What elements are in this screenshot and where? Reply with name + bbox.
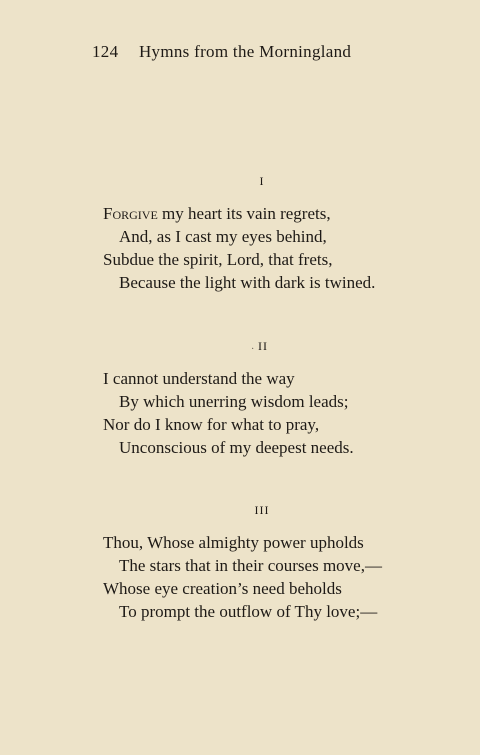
poem-line: Because the light with dark is twined. — [119, 273, 376, 292]
stanza — [103, 202, 375, 294]
poem-line: I cannot understand the way — [103, 369, 295, 388]
print-speck: · — [251, 344, 255, 355]
initial-word: Forgive — [103, 204, 158, 223]
stanza-number: II — [258, 339, 268, 353]
stanza-number: III — [254, 503, 270, 517]
poem-line: Thou, Whose almighty power upholds — [103, 533, 364, 552]
poem-line: Unconscious of my deepest needs. — [119, 438, 354, 457]
poem-line — [103, 202, 375, 225]
poem-line: Nor do I know for what to pray, — [103, 415, 320, 434]
poem-line: By which unerring wisdom leads; — [119, 392, 349, 411]
poem-line: Whose eye creation’s need beholds — [103, 579, 342, 598]
stanza — [103, 367, 354, 459]
poem-line: The stars that in their courses move,— — [119, 556, 382, 575]
stanza — [103, 531, 382, 623]
poem-line: Subdue the spirit, Lord, that frets, — [103, 250, 333, 269]
poem-line: And, as I cast my eyes behind, — [119, 227, 327, 246]
book-title: Hymns from the Morningland — [138, 42, 352, 61]
page-number: 124 — [92, 42, 119, 61]
poem-line: To prompt the outflow of Thy love;— — [119, 602, 378, 621]
stanza-number: I — [259, 174, 265, 188]
running-head — [92, 42, 351, 62]
line-text: my heart its vain regrets, — [157, 204, 331, 223]
